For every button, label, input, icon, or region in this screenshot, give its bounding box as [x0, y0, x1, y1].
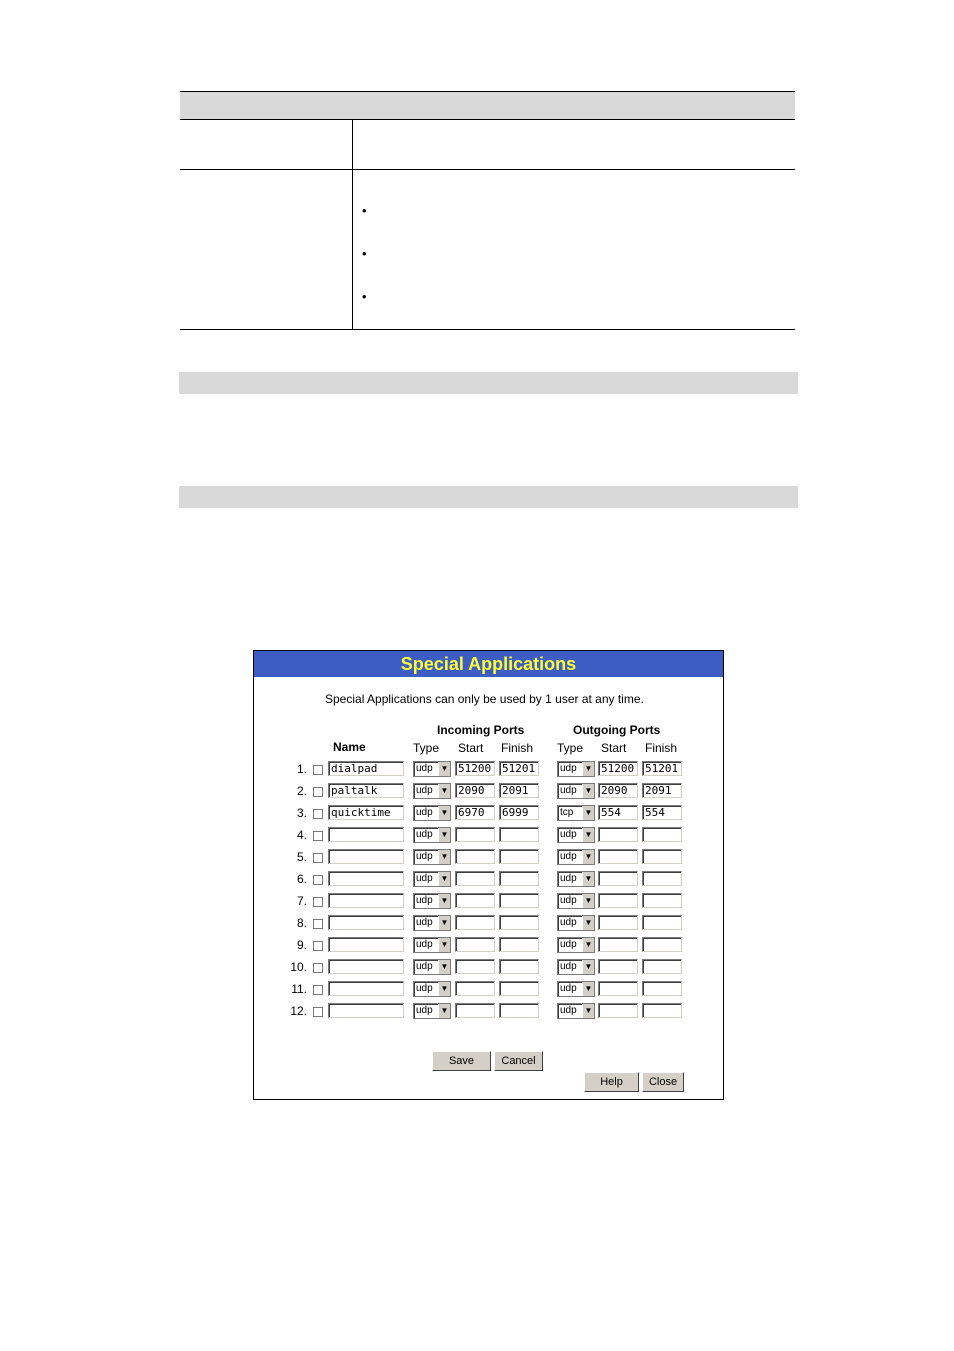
- row-enable-checkbox[interactable]: [313, 831, 323, 841]
- incoming-finish-input[interactable]: [499, 871, 539, 886]
- outgoing-type-value: udp: [560, 829, 577, 840]
- chevron-down-icon[interactable]: ▼: [438, 938, 450, 952]
- outgoing-type-select[interactable]: [557, 959, 595, 975]
- outgoing-finish-input[interactable]: [642, 871, 682, 886]
- row-enable-checkbox[interactable]: [313, 941, 323, 951]
- outgoing-start-input[interactable]: [598, 871, 638, 886]
- chevron-down-icon[interactable]: ▼: [582, 806, 594, 820]
- incoming-type-value: udp: [416, 939, 433, 950]
- outgoing-type-value: udp: [560, 983, 577, 994]
- app-name-input[interactable]: [328, 981, 404, 996]
- outgoing-type-select[interactable]: [557, 805, 595, 821]
- outgoing-finish-input[interactable]: 554: [642, 805, 682, 820]
- doc-table-bottom-line: [180, 329, 795, 330]
- incoming-finish-input[interactable]: [499, 981, 539, 996]
- outgoing-type-select[interactable]: [557, 915, 595, 931]
- incoming-type-value: udp: [416, 785, 433, 796]
- outgoing-type-select[interactable]: [557, 981, 595, 997]
- outgoing-type-select[interactable]: [557, 871, 595, 887]
- incoming-finish-input[interactable]: [499, 849, 539, 864]
- row-enable-checkbox[interactable]: [313, 985, 323, 995]
- row-enable-checkbox[interactable]: [313, 897, 323, 907]
- row-number: 1.: [296, 762, 307, 776]
- incoming-finish-input[interactable]: [499, 915, 539, 930]
- outgoing-finish-input[interactable]: 2091: [642, 783, 682, 798]
- chevron-down-icon[interactable]: ▼: [438, 960, 450, 974]
- incoming-start-input[interactable]: [455, 915, 495, 930]
- outgoing-finish-input[interactable]: [642, 827, 682, 842]
- incoming-finish-input[interactable]: [499, 937, 539, 952]
- incoming-start-input[interactable]: 51200: [455, 761, 495, 776]
- chevron-down-icon[interactable]: ▼: [438, 806, 450, 820]
- outgoing-type-header: Type: [557, 741, 584, 755]
- chevron-down-icon[interactable]: ▼: [582, 982, 594, 996]
- usage-note: Special Applications can only be used by 1 user at any time.: [325, 692, 644, 706]
- outgoing-type-select[interactable]: [557, 783, 595, 799]
- outgoing-start-input[interactable]: 51200: [598, 761, 638, 776]
- outgoing-type-select[interactable]: [557, 849, 595, 865]
- section-bar-2: [179, 486, 798, 508]
- incoming-finish-input[interactable]: 6999: [499, 805, 539, 820]
- outgoing-ports-label: Outgoing Ports: [573, 723, 661, 737]
- incoming-type-select[interactable]: [413, 827, 451, 843]
- name-column-header: Name: [333, 740, 366, 754]
- bullet-1: •: [362, 203, 367, 218]
- outgoing-start-input[interactable]: [598, 827, 638, 842]
- incoming-type-value: udp: [416, 1005, 433, 1016]
- outgoing-finish-input[interactable]: [642, 959, 682, 974]
- row-enable-checkbox[interactable]: [313, 809, 323, 819]
- chevron-down-icon[interactable]: ▼: [582, 872, 594, 886]
- save-button[interactable]: Save: [432, 1051, 491, 1071]
- row-enable-checkbox[interactable]: [313, 765, 323, 775]
- outgoing-type-value: udp: [560, 763, 577, 774]
- incoming-ports-label: Incoming Ports: [437, 723, 525, 737]
- app-name-input[interactable]: [328, 827, 404, 842]
- outgoing-finish-input[interactable]: [642, 893, 682, 908]
- incoming-start-input[interactable]: [455, 871, 495, 886]
- outgoing-type-value: udp: [560, 873, 577, 884]
- incoming-type-select[interactable]: [413, 805, 451, 821]
- row-number: 2.: [296, 784, 307, 798]
- row-number: 8.: [296, 916, 307, 930]
- row-enable-checkbox[interactable]: [313, 787, 323, 797]
- incoming-finish-input[interactable]: [499, 827, 539, 842]
- incoming-type-value: udp: [416, 873, 433, 884]
- incoming-type-select[interactable]: [413, 981, 451, 997]
- incoming-finish-input[interactable]: 2091: [499, 783, 539, 798]
- outgoing-type-select[interactable]: [557, 937, 595, 953]
- chevron-down-icon[interactable]: ▼: [438, 762, 450, 776]
- app-name-input[interactable]: [328, 937, 404, 952]
- outgoing-start-input[interactable]: [598, 959, 638, 974]
- outgoing-type-value: udp: [560, 917, 577, 928]
- row-number: 7.: [296, 894, 307, 908]
- incoming-type-select[interactable]: [413, 937, 451, 953]
- incoming-start-input[interactable]: [455, 981, 495, 996]
- incoming-finish-input[interactable]: [499, 893, 539, 908]
- outgoing-finish-header: Finish: [645, 741, 678, 755]
- incoming-type-value: udp: [416, 895, 433, 906]
- chevron-down-icon[interactable]: ▼: [438, 784, 450, 798]
- incoming-type-value: udp: [416, 763, 433, 774]
- chevron-down-icon[interactable]: ▼: [582, 1004, 594, 1018]
- outgoing-type-select[interactable]: [557, 1003, 595, 1019]
- app-name-input[interactable]: [328, 871, 404, 886]
- outgoing-type-value: udp: [560, 851, 577, 862]
- row-enable-checkbox[interactable]: [313, 919, 323, 929]
- close-button[interactable]: Close: [642, 1072, 684, 1092]
- special-applications-dialog: [253, 650, 724, 1100]
- chevron-down-icon[interactable]: ▼: [582, 960, 594, 974]
- incoming-type-value: udp: [416, 851, 433, 862]
- outgoing-type-select[interactable]: [557, 893, 595, 909]
- incoming-finish-input[interactable]: 51201: [499, 761, 539, 776]
- chevron-down-icon[interactable]: ▼: [582, 938, 594, 952]
- incoming-start-input[interactable]: [455, 959, 495, 974]
- doc-table-header: [180, 91, 795, 120]
- chevron-down-icon[interactable]: ▼: [438, 850, 450, 864]
- chevron-down-icon[interactable]: ▼: [438, 916, 450, 930]
- app-name-input[interactable]: [328, 1003, 404, 1018]
- incoming-type-value: udp: [416, 807, 433, 818]
- doc-table-row-line: [180, 169, 795, 170]
- app-name-input[interactable]: [328, 915, 404, 930]
- incoming-type-header: Type: [413, 741, 440, 755]
- outgoing-type-value: udp: [560, 961, 577, 972]
- outgoing-start-input[interactable]: 554: [598, 805, 638, 820]
- outgoing-finish-input[interactable]: 51201: [642, 761, 682, 776]
- outgoing-type-value: udp: [560, 895, 577, 906]
- incoming-type-select[interactable]: [413, 871, 451, 887]
- incoming-start-input[interactable]: [455, 1003, 495, 1018]
- outgoing-start-input[interactable]: [598, 1003, 638, 1018]
- row-number: 5.: [296, 850, 307, 864]
- cancel-button[interactable]: Cancel: [494, 1051, 543, 1071]
- incoming-start-input[interactable]: [455, 893, 495, 908]
- incoming-type-select[interactable]: [413, 849, 451, 865]
- outgoing-type-value: tcp: [560, 807, 574, 818]
- outgoing-finish-input[interactable]: [642, 915, 682, 930]
- outgoing-start-header: Start: [601, 741, 627, 755]
- incoming-start-input[interactable]: [455, 827, 495, 842]
- row-number: 10.: [290, 960, 307, 974]
- incoming-type-value: udp: [416, 829, 433, 840]
- outgoing-finish-input[interactable]: [642, 981, 682, 996]
- outgoing-start-input[interactable]: [598, 893, 638, 908]
- chevron-down-icon[interactable]: ▼: [438, 894, 450, 908]
- outgoing-type-select[interactable]: [557, 827, 595, 843]
- incoming-start-input[interactable]: 6970: [455, 805, 495, 820]
- row-number: 6.: [296, 872, 307, 886]
- chevron-down-icon[interactable]: ▼: [582, 784, 594, 798]
- outgoing-type-value: udp: [560, 1005, 577, 1016]
- incoming-start-input[interactable]: [455, 937, 495, 952]
- row-number: 9.: [296, 938, 307, 952]
- incoming-start-input[interactable]: [455, 849, 495, 864]
- outgoing-start-input[interactable]: [598, 915, 638, 930]
- row-number: 4.: [296, 828, 307, 842]
- row-enable-checkbox[interactable]: [313, 1007, 323, 1017]
- outgoing-type-value: udp: [560, 785, 577, 796]
- incoming-type-value: udp: [416, 983, 433, 994]
- row-number: 11.: [291, 982, 307, 996]
- bullet-3: •: [362, 289, 367, 304]
- outgoing-type-select[interactable]: [557, 761, 595, 777]
- incoming-type-select[interactable]: [413, 893, 451, 909]
- outgoing-finish-input[interactable]: [642, 937, 682, 952]
- incoming-type-select[interactable]: [413, 783, 451, 799]
- row-enable-checkbox[interactable]: [313, 853, 323, 863]
- incoming-type-select[interactable]: [413, 761, 451, 777]
- chevron-down-icon[interactable]: ▼: [438, 1004, 450, 1018]
- incoming-start-header: Start: [458, 741, 484, 755]
- help-button[interactable]: Help: [584, 1072, 639, 1092]
- doc-table: [180, 91, 795, 330]
- incoming-finish-header: Finish: [501, 741, 534, 755]
- chevron-down-icon[interactable]: ▼: [438, 982, 450, 996]
- app-name-input[interactable]: paltalk: [328, 783, 404, 798]
- outgoing-finish-input[interactable]: [642, 1003, 682, 1018]
- outgoing-start-input[interactable]: 2090: [598, 783, 638, 798]
- app-name-input[interactable]: [328, 893, 404, 908]
- chevron-down-icon[interactable]: ▼: [438, 828, 450, 842]
- row-number: 12.: [290, 1004, 307, 1018]
- chevron-down-icon[interactable]: ▼: [582, 850, 594, 864]
- incoming-type-value: udp: [416, 961, 433, 972]
- chevron-down-icon[interactable]: ▼: [582, 828, 594, 842]
- chevron-down-icon[interactable]: ▼: [582, 916, 594, 930]
- incoming-type-select[interactable]: [413, 915, 451, 931]
- row-enable-checkbox[interactable]: [313, 963, 323, 973]
- section-bar-1: [179, 372, 798, 394]
- incoming-type-value: udp: [416, 917, 433, 928]
- chevron-down-icon[interactable]: ▼: [438, 872, 450, 886]
- incoming-type-select[interactable]: [413, 1003, 451, 1019]
- outgoing-finish-input[interactable]: [642, 849, 682, 864]
- row-enable-checkbox[interactable]: [313, 875, 323, 885]
- dialog-title: Special Applications: [254, 651, 723, 677]
- incoming-finish-input[interactable]: [499, 959, 539, 974]
- app-name-input[interactable]: [328, 849, 404, 864]
- row-number: 3.: [296, 806, 307, 820]
- outgoing-start-input[interactable]: [598, 981, 638, 996]
- chevron-down-icon[interactable]: ▼: [582, 762, 594, 776]
- app-name-input[interactable]: dialpad: [328, 761, 404, 776]
- outgoing-start-input[interactable]: [598, 849, 638, 864]
- outgoing-start-input[interactable]: [598, 937, 638, 952]
- incoming-start-input[interactable]: 2090: [455, 783, 495, 798]
- incoming-finish-input[interactable]: [499, 1003, 539, 1018]
- doc-table-divider: [352, 120, 353, 330]
- outgoing-type-value: udp: [560, 939, 577, 950]
- bullet-2: •: [362, 246, 367, 261]
- chevron-down-icon[interactable]: ▼: [582, 894, 594, 908]
- app-name-input[interactable]: [328, 959, 404, 974]
- incoming-type-select[interactable]: [413, 959, 451, 975]
- app-name-input[interactable]: quicktime: [328, 805, 404, 820]
